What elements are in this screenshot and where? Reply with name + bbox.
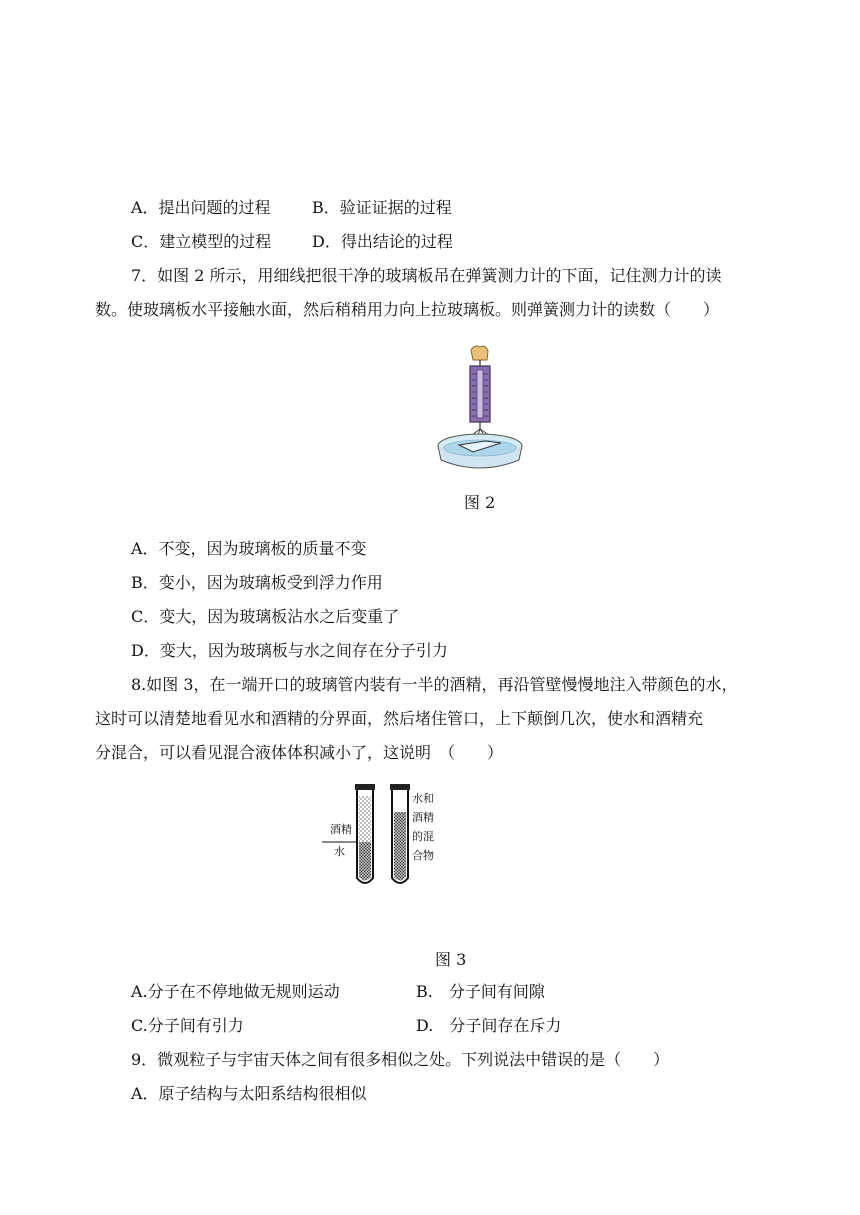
q7-stem-line2: 数。使玻璃板水平接触水面，然后稍稍用力向上拉玻璃板。则弹簧测力计的读数（ ）: [95, 300, 720, 319]
label-alcohol: 酒精: [330, 823, 352, 836]
spring-scale-figure: [435, 342, 525, 477]
q8-option-c: C.分子间有引力: [131, 1016, 244, 1035]
q8-option-a: A.分子在不停地做无规则运动: [131, 982, 340, 1001]
label-mix-3: 的混: [412, 830, 434, 843]
test-tubes-figure: [320, 782, 470, 892]
q8-stem-line1: 8.如图 3，在一端开口的玻璃管内装有一半的酒精，再沿管壁慢慢地注入带颜色的水，: [131, 675, 738, 694]
q6-option-b: B．验证证据的过程: [312, 198, 452, 217]
right-tube-stopper: [390, 784, 410, 790]
q8-stem-line2: 这时可以清楚地看见水和酒精的分界面，然后堵住管口，上下颠倒几次，使水和酒精充: [95, 709, 704, 728]
left-tube-stopper: [355, 784, 375, 790]
water-layer: [359, 842, 371, 881]
alcohol-layer: [359, 796, 371, 842]
q7-option-c: C．变大，因为玻璃板沾水之后变重了: [131, 607, 400, 626]
q9-stem: 9．微观粒子与宇宙天体之间有很多相似之处。下列说法中错误的是（ ）: [131, 1050, 670, 1069]
mixture-layer: [394, 812, 406, 881]
q8-stem-line3: 分混合，可以看见混合液体体积减小了，这说明 （ ）: [95, 743, 504, 762]
hand-icon: [471, 346, 488, 360]
q6-option-c: C．建立模型的过程: [131, 232, 272, 251]
q8-option-b: B. 分子间有间隙: [416, 982, 545, 1001]
label-mix-2: 酒精: [412, 811, 434, 824]
figure-3-caption: 图 3: [435, 950, 467, 969]
figure-2-caption: 图 2: [464, 493, 496, 512]
q7-stem-line1: 7．如图 2 所示，用细线把很干净的玻璃板吊在弹簧测力计的下面，记住测力计的读: [131, 266, 722, 285]
q7-option-d: D．变大，因为玻璃板与水之间存在分子引力: [131, 641, 448, 660]
q6-option-d: D．得出结论的过程: [312, 232, 453, 251]
label-mix-4: 合物: [412, 849, 434, 862]
label-mix-1: 水和: [412, 792, 434, 805]
q8-option-d: D. 分子间存在斥力: [416, 1016, 562, 1035]
q7-option-b: B．变小，因为玻璃板受到浮力作用: [131, 573, 383, 592]
q6-option-a: A．提出问题的过程: [131, 198, 271, 217]
q9-option-a: A．原子结构与太阳系结构很相似: [131, 1084, 367, 1103]
q7-option-a: A．不变，因为玻璃板的质量不变: [131, 539, 367, 558]
label-water: 水: [334, 845, 345, 858]
